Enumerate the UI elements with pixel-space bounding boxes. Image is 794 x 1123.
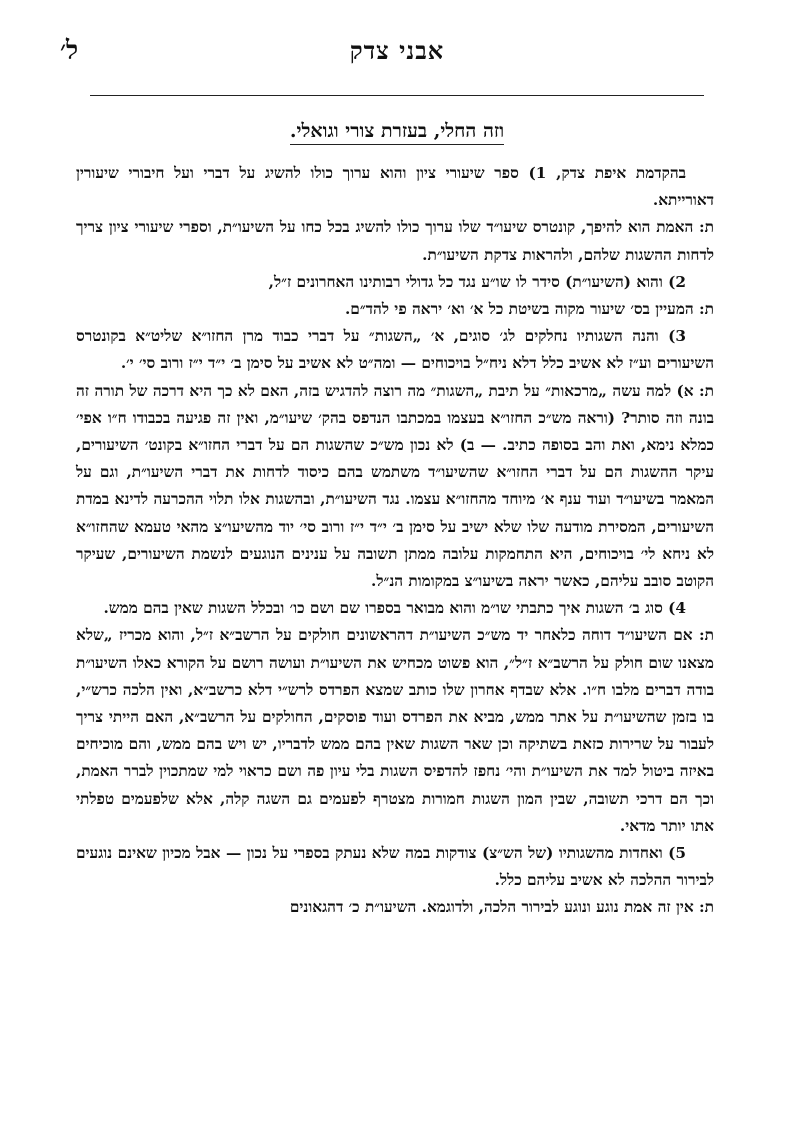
section-title-text: וזה החלי, בעזרת צורי וגואלי. <box>290 120 504 145</box>
paragraph-question-2: 2) והוא (השיעו״ת) סידר לו שו״ע נגד כל גדולי רבותינו האחרונים ז״ל, <box>268 272 686 291</box>
paragraph-question-5: 5) ואחדות מהשגותיו (של הש״צ) צודקות במה שלא נעתק בספרי על נכון — אבל מכיון שאינם נוגעים לבירור ההלכה לא אשיב עליהם כלל. <box>76 844 714 890</box>
paragraph-question-1: בהקדמת איפת צדק, 1) ספר שיעורי ציון והוא ערוך כולו להשיג על דברי ועל חיבורי שיעורין דאורייתא. <box>76 164 714 210</box>
paragraph-question-3: 3) והנה השגותיו נחלקים לג׳ סוגים, א׳ „השגות״ על דברי כבוד מרן החזו״א שליט״א בקונטרס השיעורים וע״ז לא אשיב כלל דלא ניח״ל בויכוחים — ומה״ט לא אשיב על סימן ב׳ י״ד י״ז ורוב סי׳ י׳. <box>76 327 714 373</box>
page-header <box>60 36 734 76</box>
section-title <box>0 120 794 143</box>
page-number: ל׳ <box>60 36 79 66</box>
paragraph-answer-4: ת: אם השיעו״ד דוחה כלאחר יד מש״כ השיעו״ת דהראשונים חולקים על הרשב״א ז״ל, והוא מכריז „שלא מצאנו שום חולק על הרשב״א ז״ל״, הוא פשוט מכחיש את השיעו״ת ועושה רושם על הקורא כאלו השיעו״ת בודה דברים מלבו ח״ו. אלא שבדף אחרון שלו כותב שמצא הפרדס לרש״י דלא כרשב״א, ואין הלכה כרש״י, בו בזמן שהשיעו״ת על אתר ממש, מביא את הפרדס ועוד פוסקים, החולקים על הרשב״א, האם הייתי צריך לעבור על שרירות כזאת בשתיקה וכן שאר השגות שאין בהם ממש לדבריו, יש ויש בהם ממש, והם מוכיחים באיזה ביטול למד את השיעו״ת והי׳ נחפז להדפיס השגות בלי עיון פה ושם כראוי למי שמתכוין לברר האמת, וכך הם דרכי תשובה, שבין המון השגות חמורות מצטרף לפעמים גם השגה קלה, אלא שלפעמים טפלתי אתו יותר מדאי. <box>76 626 714 835</box>
body-text <box>76 160 714 922</box>
paragraph-answer-3: ת: א) למה עשה „מרכאות״ על תיבת „השגות״ מה רוצה להדגיש בזה, האם לא כך היא דרכה של תורה זה בונה וזה סותר? (וראה מש״כ החזו״א בעצמו במכתבו הנדפס בהק׳ שיעו״מ, ואין זה פגיעה בכבודו ח״ו אפי׳ כמלא נימא, ואת והב בסופה כתיב. — ב) לא נכון מש״כ שהשגות הם על דברי החזו״א בקונט׳ השיעורים, עיקר ההשגות הם על דברי החזו״א שהשיעו״ד משתמש בהם כיסוד לדחות את דברי השיעו״ת, וגם על המאמר בשיעו״ד ועוד ענף א׳ מיוחד מהחזו״א עצמו. נגד השיעו״ת, ובהשגות אלו תלוי ההכרעה לדינא במדת השיעורים, המסירת מודעה שלו שלא ישיב על סימן ב׳ י״ד י״ז ורוב סי׳ יוד מהשיעו״צ מהאי טעמא שהחזו״א לא ניחא לי׳ בויכוחים, היא התחמקות עלובה ממתן תשובה על ענינים הנוגעים לנשמת השיעורים, שעיקר הקוטב סובב עליהם, כאשר יראה בשיעו״צ במקומות הנ״ל. <box>76 381 714 591</box>
header-rule <box>90 95 704 96</box>
paragraph-answer-5: ת: אין זה אמת נוגע ונוגע לבירור הלכה, ולדוגמא. השיעו״ת כ׳ דהגאונים <box>289 898 714 917</box>
paragraph-answer-2: ת: המעיין בס׳ שיעור מקוה בשיטת כל א׳ וא׳ יראה פי להד״ם. <box>344 300 714 319</box>
paragraph-question-4: 4) סוג ב׳ השגות איך כתבתי שו״מ והוא מבואר בספרו שם ושם כו׳ ובכלל השגות שאין בהם ממש. <box>103 599 686 618</box>
paragraph-answer-1: ת: האמת הוא להיפך, קונטרס שיעו״ד שלו ערוך כולו להשיג בכל כחו על השיעו״ת, וספרי שיעורי ציון צריך לדחות ההשגות שלהם, ולהראות צדקת השיעו״ת. <box>76 218 714 264</box>
running-title: אבני צדק <box>349 36 445 65</box>
